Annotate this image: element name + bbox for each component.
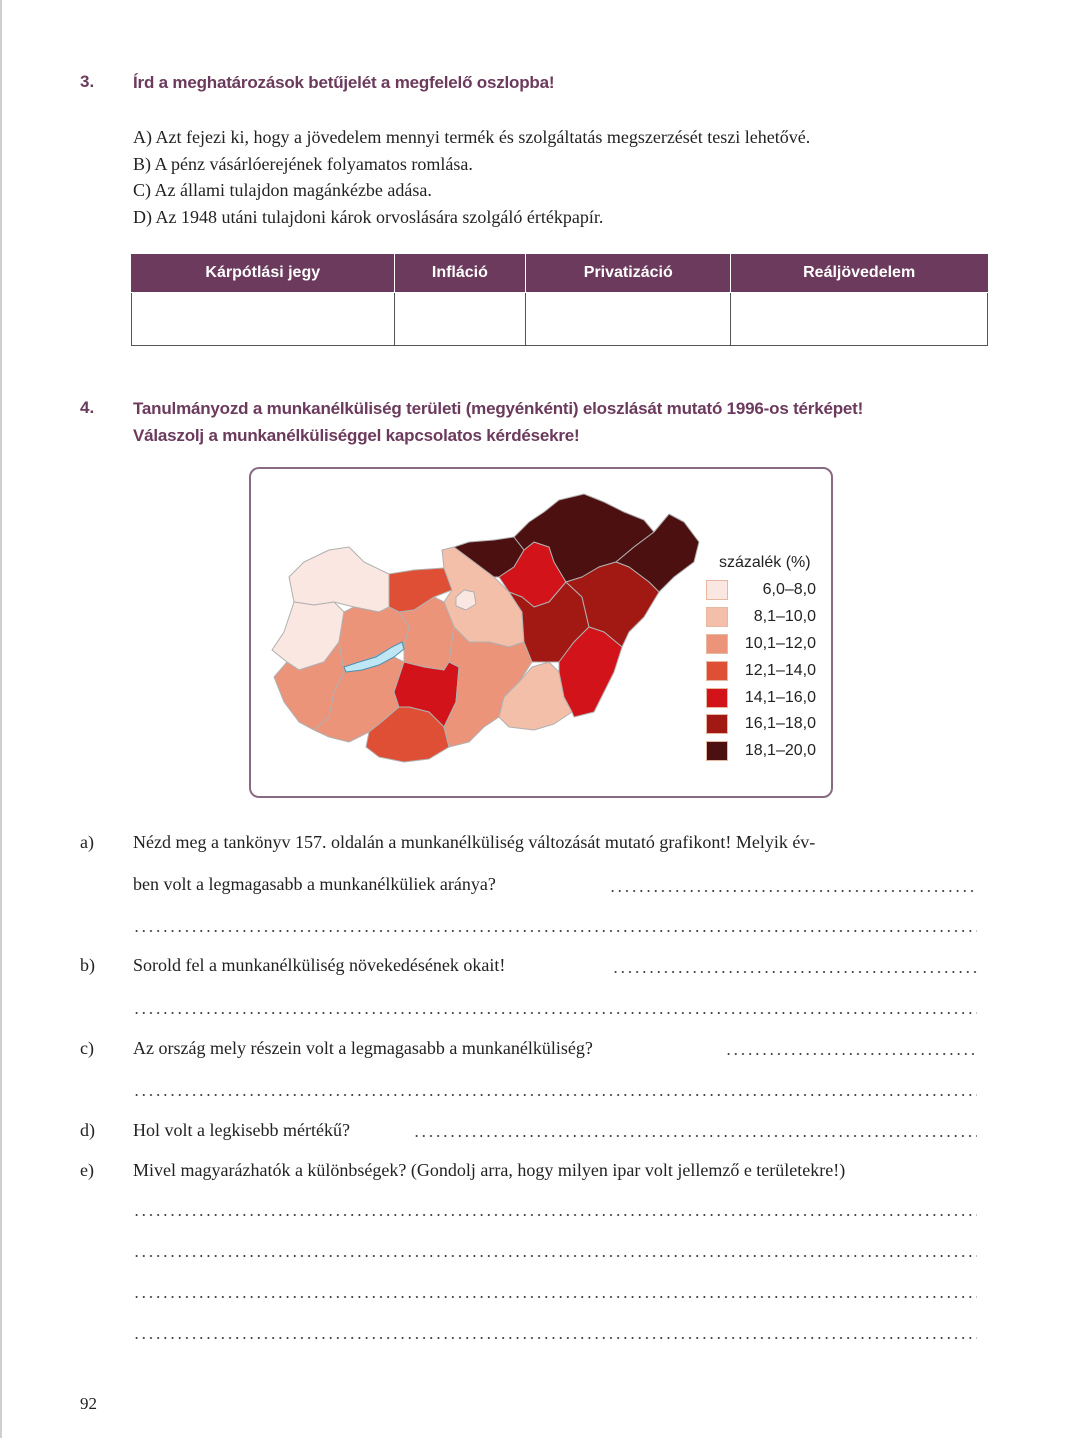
task-3-title: Írd a meghatározások betűjelét a megfelelő oszlopba! — [133, 73, 555, 92]
answer-line-c1[interactable] — [725, 1053, 977, 1055]
header-inflacio: Infláció — [394, 254, 526, 293]
question-e-label: e) — [80, 1160, 94, 1180]
answer-line-e3[interactable] — [133, 1296, 977, 1298]
legend-swatch — [706, 688, 728, 708]
task-4-number: 4. — [80, 398, 95, 417]
answer-line-e4[interactable] — [133, 1337, 977, 1339]
legend-label: 18,1–20,0 — [744, 742, 816, 760]
legend-item — [706, 604, 816, 631]
answer-line-a1[interactable] — [609, 890, 977, 892]
legend-item — [706, 738, 816, 765]
legend-label: 6,0–8,0 — [762, 581, 816, 599]
question-b-label: b) — [80, 955, 95, 975]
page-number: 92 — [80, 1394, 97, 1413]
definition-a: A) Azt fejezi ki, hogy a jövedelem mennyi termék és szolgáltatás megszerzését teszi lehetővé. — [133, 127, 811, 147]
answer-line-e2[interactable] — [133, 1255, 977, 1257]
legend-label: 16,1–18,0 — [744, 715, 816, 733]
legend-label: 10,1–12,0 — [744, 634, 816, 652]
header-karpotlasi-jegy: Kárpótlási jegy — [132, 254, 395, 293]
page-edge — [0, 0, 2, 1438]
legend-swatch — [706, 607, 728, 627]
question-c-label: c) — [80, 1038, 94, 1058]
legend-item — [706, 631, 816, 658]
answer-line-b2[interactable] — [133, 1012, 977, 1014]
question-c-text: Az ország mely részein volt a legmagasabb a munkanélküliség? — [133, 1038, 593, 1058]
answer-cell-realjovedelem[interactable] — [731, 293, 988, 346]
question-e-text: Mivel magyarázhatók a különbségek? (Gondolj arra, hogy milyen ipar volt jellemző e területekre!) — [133, 1160, 846, 1180]
legend-label: 8,1–10,0 — [753, 608, 816, 626]
question-a-text-line2: ben volt a legmagasabb a munkanélküliek aránya? — [133, 874, 496, 894]
header-realjovedelem: Reáljövedelem — [731, 254, 988, 293]
answer-line-c2[interactable] — [133, 1094, 977, 1096]
question-a-text-line1: Nézd meg a tankönyv 157. oldalán a munkanélküliség változását mutató grafikont! Melyik év- — [133, 832, 816, 852]
task-4-title-line2: Válaszolj a munkanélküliséggel kapcsolatos kérdésekre! — [133, 426, 580, 445]
legend-swatch — [706, 580, 728, 600]
legend-swatch — [706, 714, 728, 734]
task-4-title-line1: Tanulmányozd a munkanélküliség területi (megyénkénti) eloszlását mutató 1996-os térképet! — [133, 399, 864, 418]
answer-line-d1[interactable] — [413, 1135, 977, 1137]
answer-line-b1[interactable] — [612, 971, 977, 973]
legend-swatch — [706, 661, 728, 681]
question-d-text: Hol volt a legkisebb mértékű? — [133, 1120, 350, 1140]
definition-d: D) Az 1948 utáni tulajdoni károk orvoslására szolgáló értékpapír. — [133, 206, 604, 227]
task-3-number: 3. — [80, 72, 95, 91]
legend-title: százalék (%) — [719, 554, 811, 571]
legend-item — [706, 711, 816, 738]
legend-label: 14,1–16,0 — [744, 688, 816, 706]
legend-item — [706, 657, 816, 684]
legend-swatch — [706, 634, 728, 654]
county-gyor-moson-sopron — [289, 547, 389, 612]
answer-table — [131, 254, 988, 346]
answer-cell-privatizacio[interactable] — [526, 293, 731, 346]
answer-line-e1[interactable] — [133, 1214, 977, 1216]
definition-b: B) A pénz vásárlóerejének folyamatos romlása. — [133, 153, 473, 174]
hungary-unemployment-map — [249, 467, 709, 787]
legend-item — [706, 684, 816, 711]
map-legend — [706, 554, 816, 765]
answer-line-a2[interactable] — [133, 930, 977, 932]
question-d-label: d) — [80, 1120, 95, 1140]
question-a-label: a) — [80, 832, 94, 852]
legend-label: 12,1–14,0 — [744, 661, 816, 679]
definitions-list — [133, 124, 810, 230]
question-b-text: Sorold fel a munkanélküliség növekedésének okait! — [133, 955, 506, 975]
legend-swatch — [706, 741, 728, 761]
header-privatizacio: Privatizáció — [526, 254, 731, 293]
definition-c: C) Az állami tulajdon magánkézbe adása. — [133, 180, 432, 200]
legend-item — [706, 577, 816, 604]
answer-cell-inflacio[interactable] — [394, 293, 526, 346]
answer-cell-karpotlasi-jegy[interactable] — [132, 293, 395, 346]
